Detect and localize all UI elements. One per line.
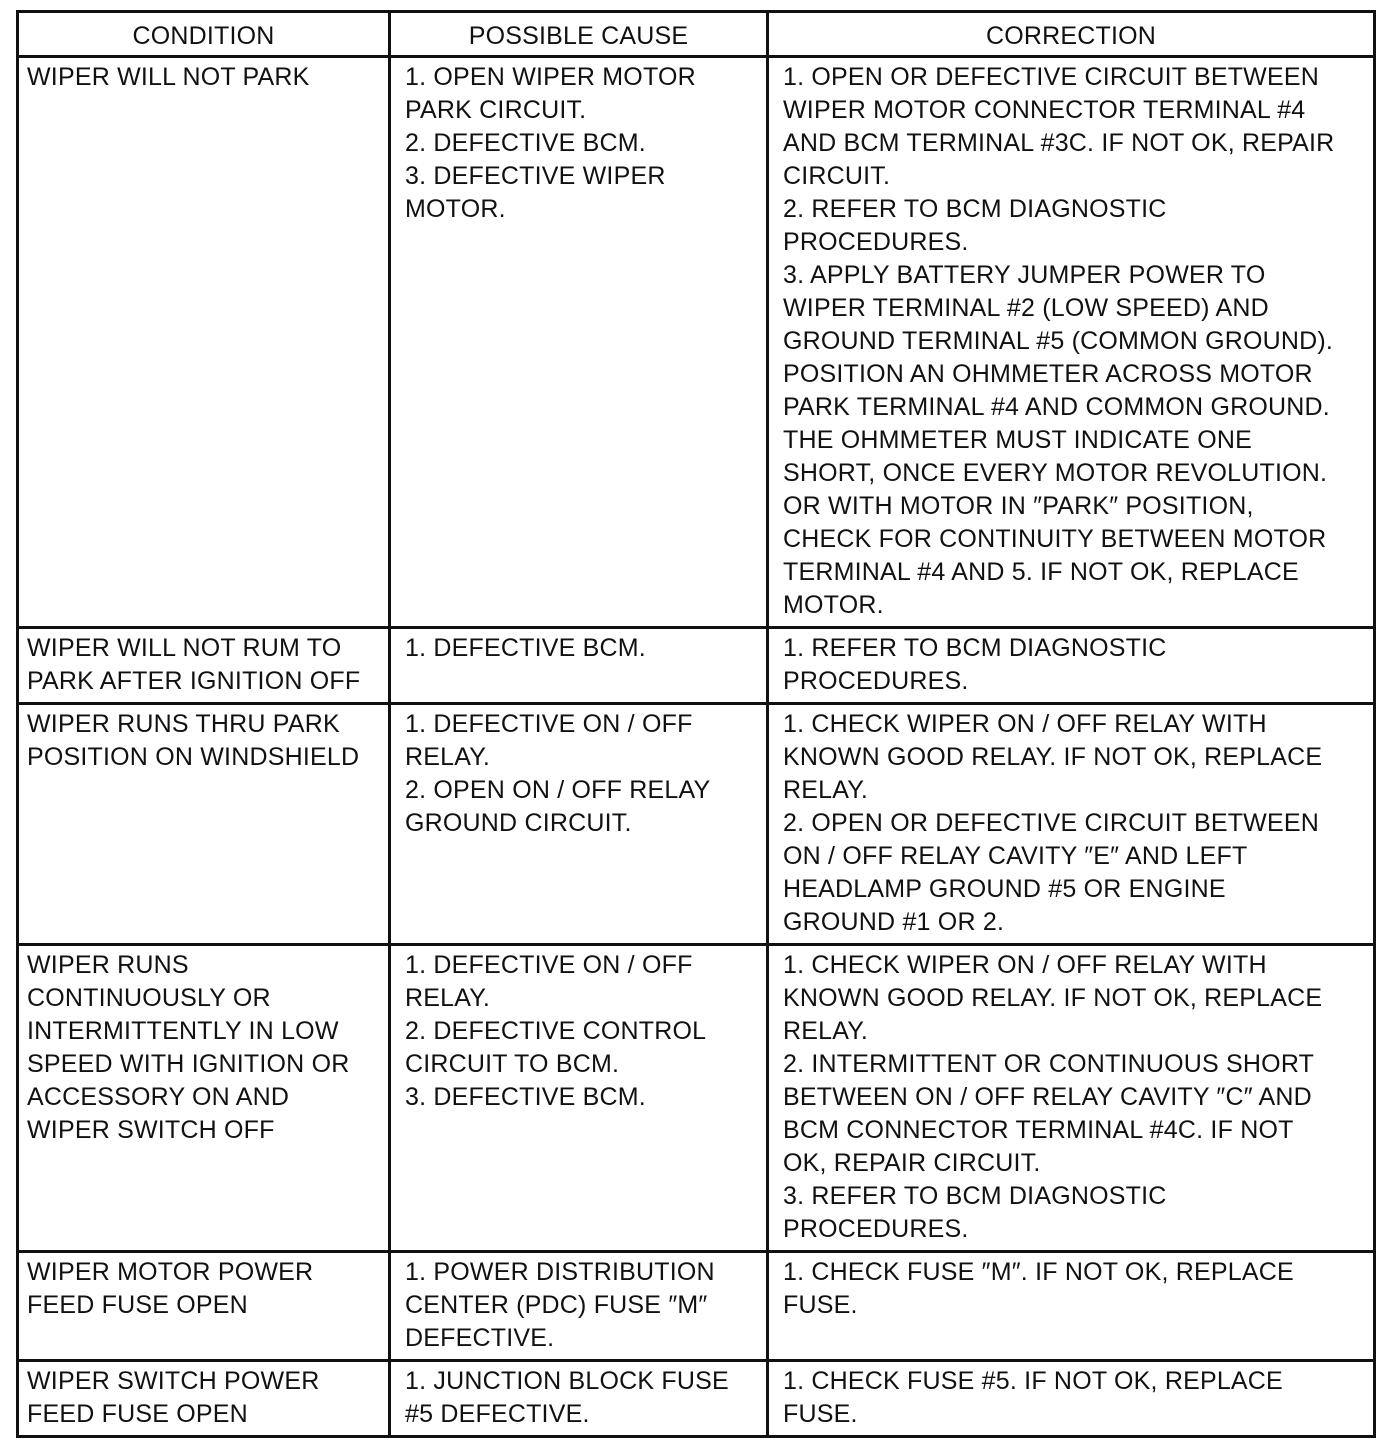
condition-cell bbox=[18, 704, 390, 945]
correction-cell bbox=[768, 945, 1375, 1252]
condition-text-line: WIPER WILL NOT PARK bbox=[27, 63, 310, 91]
correction-text-line: MOTOR. bbox=[783, 591, 884, 619]
table-row bbox=[18, 57, 1375, 628]
correction-text-line: 2. INTERMITTENT OR CONTINUOUS SHORT bbox=[783, 1050, 1315, 1078]
condition-text-line: WIPER WILL NOT RUM TO bbox=[27, 634, 342, 662]
correction-cell bbox=[768, 57, 1375, 628]
header-correction: CORRECTION bbox=[768, 12, 1375, 57]
condition-text-line: CONTINUOUSLY OR bbox=[27, 984, 271, 1012]
header-condition: CONDITION bbox=[18, 12, 390, 57]
correction-text-line: 3. REFER TO BCM DIAGNOSTIC bbox=[783, 1182, 1167, 1210]
correction-cell bbox=[768, 704, 1375, 945]
correction-text-line: HEADLAMP GROUND #5 OR ENGINE bbox=[783, 875, 1226, 903]
correction-text-line: 2. REFER TO BCM DIAGNOSTIC bbox=[783, 195, 1167, 223]
cause-text-line: PARK CIRCUIT. bbox=[405, 96, 587, 124]
cause-text-line: 1. DEFECTIVE ON / OFF bbox=[405, 951, 693, 979]
correction-text-line: OK, REPAIR CIRCUIT. bbox=[783, 1149, 1041, 1177]
correction-text-line: FUSE. bbox=[783, 1291, 858, 1319]
cause-text-line: 1. OPEN WIPER MOTOR bbox=[405, 63, 696, 91]
possible-cause-cell bbox=[390, 628, 768, 704]
correction-text-line: 3. APPLY BATTERY JUMPER POWER TO bbox=[783, 261, 1266, 289]
correction-text-line: AND BCM TERMINAL #3C. IF NOT OK, REPAIR bbox=[783, 129, 1335, 157]
possible-cause-cell bbox=[390, 945, 768, 1252]
correction-cell bbox=[768, 1252, 1375, 1361]
correction-text-line: POSITION AN OHMMETER ACROSS MOTOR bbox=[783, 360, 1313, 388]
header-row bbox=[18, 12, 1375, 57]
cause-text-line: 1. POWER DISTRIBUTION bbox=[405, 1258, 715, 1286]
table-row bbox=[18, 704, 1375, 945]
condition-text-line: PARK AFTER IGNITION OFF bbox=[27, 667, 361, 695]
cause-text-line: CIRCUIT TO BCM. bbox=[405, 1050, 620, 1078]
correction-cell bbox=[768, 628, 1375, 704]
correction-text-line: THE OHMMETER MUST INDICATE ONE bbox=[783, 426, 1252, 454]
cause-text-line: DEFECTIVE. bbox=[405, 1324, 555, 1352]
condition-cell bbox=[18, 628, 390, 704]
condition-text-line: INTERMITTENTLY IN LOW bbox=[27, 1017, 339, 1045]
cause-text-line: 1. DEFECTIVE BCM. bbox=[405, 634, 646, 662]
condition-text-line: ACCESSORY ON AND bbox=[27, 1083, 290, 1111]
table-body bbox=[18, 57, 1375, 1437]
possible-cause-cell bbox=[390, 1252, 768, 1361]
possible-cause-cell bbox=[390, 57, 768, 628]
correction-text-line: WIPER MOTOR CONNECTOR TERMINAL #4 bbox=[783, 96, 1306, 124]
correction-text-line: GROUND #1 OR 2. bbox=[783, 908, 1005, 936]
cause-text-line: GROUND CIRCUIT. bbox=[405, 809, 632, 837]
cause-text-line: 3. DEFECTIVE WIPER bbox=[405, 162, 666, 190]
possible-cause-cell bbox=[390, 704, 768, 945]
cause-text-line: RELAY. bbox=[405, 984, 491, 1012]
correction-text-line: PROCEDURES. bbox=[783, 228, 969, 256]
cause-text-line: 2. DEFECTIVE CONTROL bbox=[405, 1017, 707, 1045]
correction-text-line: WIPER TERMINAL #2 (LOW SPEED) AND bbox=[783, 294, 1269, 322]
cause-text-line: RELAY. bbox=[405, 743, 491, 771]
correction-text-line: 1. CHECK WIPER ON / OFF RELAY WITH bbox=[783, 710, 1267, 738]
cause-text-line: MOTOR. bbox=[405, 195, 506, 223]
diagnosis-table bbox=[16, 10, 1376, 1438]
cause-text-line: #5 DEFECTIVE. bbox=[405, 1400, 590, 1428]
table-row bbox=[18, 628, 1375, 704]
cause-text-line: CENTER (PDC) FUSE ″M″ bbox=[405, 1291, 708, 1319]
condition-text-line: POSITION ON WINDSHIELD bbox=[27, 743, 360, 771]
cause-text-line: 1. JUNCTION BLOCK FUSE bbox=[405, 1367, 729, 1395]
possible-cause-cell bbox=[390, 1361, 768, 1437]
condition-cell bbox=[18, 1252, 390, 1361]
correction-text-line: CHECK FOR CONTINUITY BETWEEN MOTOR bbox=[783, 525, 1327, 553]
correction-text-line: RELAY. bbox=[783, 1017, 869, 1045]
correction-text-line: PROCEDURES. bbox=[783, 1215, 969, 1243]
condition-text-line: WIPER RUNS bbox=[27, 951, 189, 979]
condition-text-line: FEED FUSE OPEN bbox=[27, 1291, 248, 1319]
condition-text-line: WIPER RUNS THRU PARK bbox=[27, 710, 340, 738]
correction-text-line: 1. REFER TO BCM DIAGNOSTIC bbox=[783, 634, 1167, 662]
condition-cell bbox=[18, 57, 390, 628]
correction-text-line: 1. OPEN OR DEFECTIVE CIRCUIT BETWEEN bbox=[783, 63, 1319, 91]
correction-text-line: TERMINAL #4 AND 5. IF NOT OK, REPLACE bbox=[783, 558, 1299, 586]
correction-cell bbox=[768, 1361, 1375, 1437]
table-row bbox=[18, 1252, 1375, 1361]
correction-text-line: ON / OFF RELAY CAVITY ″E″ AND LEFT bbox=[783, 842, 1248, 870]
correction-text-line: PARK TERMINAL #4 AND COMMON GROUND. bbox=[783, 393, 1330, 421]
condition-text-line: WIPER SWITCH OFF bbox=[27, 1116, 275, 1144]
cause-text-line: 3. DEFECTIVE BCM. bbox=[405, 1083, 646, 1111]
cause-text-line: 1. DEFECTIVE ON / OFF bbox=[405, 710, 693, 738]
correction-text-line: BETWEEN ON / OFF RELAY CAVITY ″C″ AND bbox=[783, 1083, 1312, 1111]
correction-text-line: 1. CHECK FUSE ″M″. IF NOT OK, REPLACE bbox=[783, 1258, 1294, 1286]
header-possible-cause: POSSIBLE CAUSE bbox=[390, 12, 768, 57]
condition-cell bbox=[18, 1361, 390, 1437]
condition-text-line: WIPER MOTOR POWER bbox=[27, 1258, 314, 1286]
correction-text-line: 2. OPEN OR DEFECTIVE CIRCUIT BETWEEN bbox=[783, 809, 1319, 837]
correction-text-line: OR WITH MOTOR IN ″PARK″ POSITION, bbox=[783, 492, 1254, 520]
correction-text-line: FUSE. bbox=[783, 1400, 858, 1428]
condition-cell bbox=[18, 945, 390, 1252]
condition-text-line: SPEED WITH IGNITION OR bbox=[27, 1050, 350, 1078]
table-row bbox=[18, 1361, 1375, 1437]
correction-text-line: 1. CHECK FUSE #5. IF NOT OK, REPLACE bbox=[783, 1367, 1283, 1395]
cause-text-line: 2. DEFECTIVE BCM. bbox=[405, 129, 646, 157]
correction-text-line: KNOWN GOOD RELAY. IF NOT OK, REPLACE bbox=[783, 743, 1323, 771]
correction-text-line: BCM CONNECTOR TERMINAL #4C. IF NOT bbox=[783, 1116, 1294, 1144]
correction-text-line: KNOWN GOOD RELAY. IF NOT OK, REPLACE bbox=[783, 984, 1323, 1012]
correction-text-line: GROUND TERMINAL #5 (COMMON GROUND). bbox=[783, 327, 1334, 355]
correction-text-line: SHORT, ONCE EVERY MOTOR REVOLUTION. bbox=[783, 459, 1328, 487]
table-row bbox=[18, 945, 1375, 1252]
correction-text-line: 1. CHECK WIPER ON / OFF RELAY WITH bbox=[783, 951, 1267, 979]
condition-text-line: FEED FUSE OPEN bbox=[27, 1400, 248, 1428]
correction-text-line: PROCEDURES. bbox=[783, 667, 969, 695]
cause-text-line: 2. OPEN ON / OFF RELAY bbox=[405, 776, 711, 804]
condition-text-line: WIPER SWITCH POWER bbox=[27, 1367, 320, 1395]
correction-text-line: CIRCUIT. bbox=[783, 162, 891, 190]
correction-text-line: RELAY. bbox=[783, 776, 869, 804]
